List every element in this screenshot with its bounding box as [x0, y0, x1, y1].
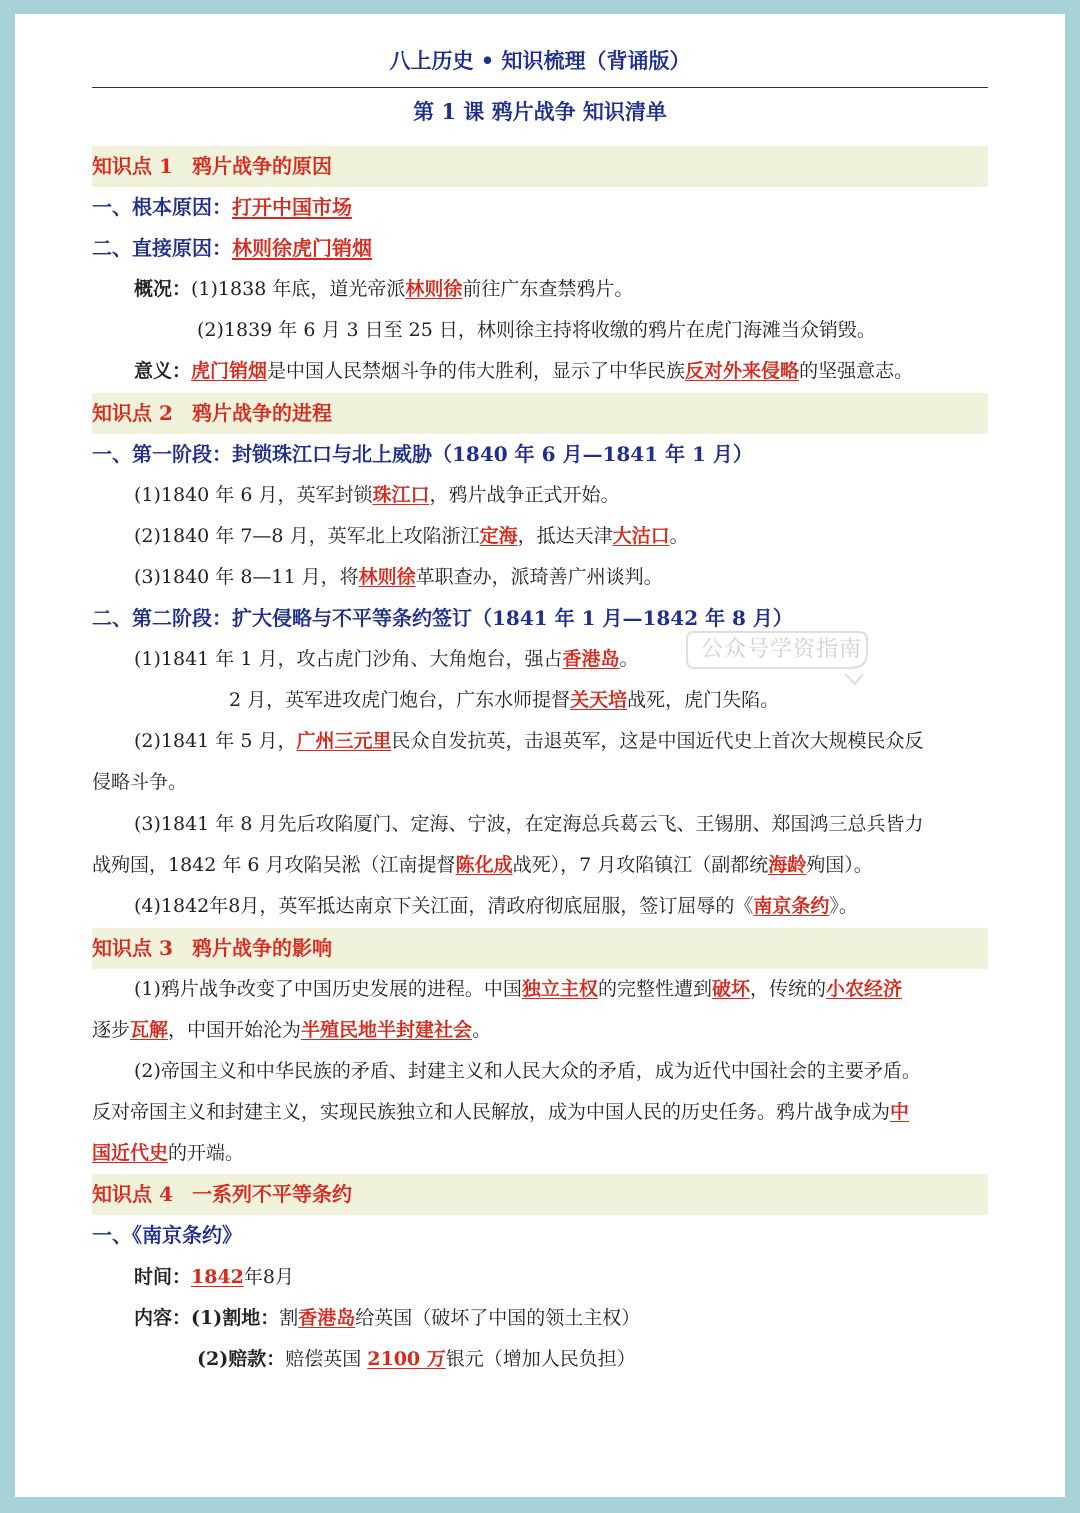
stage-2-item-3-cont	[92, 845, 988, 886]
watermark	[683, 624, 873, 704]
knowledge-point-4-header	[92, 1174, 988, 1215]
stage-2-item-3: (3)1841 年 8 月先后攻陷厦门、定海、宁波，在定海总兵葛云飞、王锡朋、郑国鸿三总兵皆力	[134, 813, 924, 835]
text: 。	[472, 1019, 492, 1041]
impact-paragraph-1-cont	[92, 1010, 988, 1051]
key-term: 广州三元里	[296, 730, 392, 752]
key-term: 香港岛	[562, 648, 620, 670]
text: 战殉国，1842 年 6 月攻陷吴淞（江南提督	[92, 854, 456, 876]
text: 割	[279, 1307, 299, 1329]
key-term: 林则徐	[405, 278, 463, 300]
key-term: 2100 万	[367, 1348, 446, 1370]
knowledge-point-1-header	[92, 146, 988, 187]
text: 的完整性遭到	[597, 978, 712, 1000]
text: ，传统的	[749, 978, 826, 1000]
text: 。	[669, 525, 689, 547]
text: (3)1840 年 8—11 月，将	[134, 566, 359, 588]
impact-paragraph-2-end	[92, 1133, 988, 1174]
stage-1-heading: 一、第一阶段：封锁珠江口与北上威胁（1840 年 6 月—1841 年 1 月）	[92, 442, 753, 466]
key-term: 小农经济	[825, 978, 902, 1000]
text: 的开端。	[168, 1142, 245, 1164]
key-term: 瓦解	[130, 1019, 169, 1041]
impact-paragraph-1	[134, 969, 988, 1010]
text: 战死），7 月攻陷镇江（副都统	[512, 854, 769, 876]
kp-title: 鸦片战争的进程	[192, 401, 332, 425]
watermark-text: 公众号学资指南	[701, 637, 863, 662]
root-cause-line	[92, 187, 988, 228]
text: 革职查办，派琦善广州谈判。	[415, 566, 663, 588]
kp-title: 鸦片战争的原因	[192, 154, 332, 178]
key-term: 半殖民地半封建社会	[301, 1019, 473, 1041]
stage-2-item-4	[134, 886, 988, 927]
text: (1)1840 年 6 月，英军封锁	[134, 484, 373, 506]
key-term: 独立主权	[521, 978, 598, 1000]
document-title: 八上历史 • 知识梳理（背诵版）	[389, 48, 691, 73]
text: 前往广东查禁鸦片。	[462, 278, 634, 300]
kp-number: 知识点 3	[92, 936, 173, 960]
kp-number: 知识点 1	[92, 154, 173, 178]
overview-label: 概况：	[134, 278, 192, 300]
stage-2-item-2	[134, 721, 988, 762]
treaty-time-line	[134, 1257, 988, 1298]
key-term: 反对外来侵略	[685, 360, 800, 382]
kp-number: 知识点 4	[92, 1182, 173, 1206]
key-term: 林则徐	[358, 566, 416, 588]
key-term: 破坏	[711, 978, 750, 1000]
stage-1-item-2	[134, 516, 988, 557]
treaty-content-line-1	[134, 1298, 988, 1339]
text: (1)鸦片战争改变了中国历史发展的进程。中国	[134, 978, 522, 1000]
key-term: 中	[890, 1101, 910, 1123]
key-term: 大沽口	[612, 525, 670, 547]
kp-number: 知识点 2	[92, 401, 173, 425]
text: 。	[619, 648, 639, 670]
text: 逐步	[92, 1019, 131, 1041]
key-term: 虎门销烟	[191, 360, 268, 382]
significance-line	[134, 351, 988, 392]
significance-label: 意义：	[134, 360, 192, 382]
text: 2 月，英军进攻虎门炮台，广东水师提督	[229, 689, 571, 711]
indemnity-label: (2)赔款：	[197, 1348, 286, 1370]
text: ，鸦片战争正式开始。	[429, 484, 620, 506]
key-term: 关天培	[570, 689, 628, 711]
impact-paragraph-2: (2)帝国主义和中华民族的矛盾、封建主义和人民大众的矛盾，成为近代中国社会的主要矛盾。	[134, 1060, 921, 1082]
text: 反对帝国主义和封建主义，实现民族独立和人民解放，成为中国人民的历史任务。鸦片战争成为	[92, 1101, 891, 1123]
key-term: 南京条约	[753, 895, 830, 917]
stage-1-item-1	[134, 475, 988, 516]
key-term: 珠江口	[372, 484, 430, 506]
stage-2-heading: 二、第二阶段：扩大侵略与不平等条约签订（1841 年 1 月—1842 年 8 月）	[92, 606, 793, 630]
text: 战死，虎门失陷。	[627, 689, 780, 711]
text: (1)1838 年底，道光帝派	[191, 278, 406, 300]
text: 给英国（破坏了中国的领土主权）	[355, 1307, 641, 1329]
key-term: 陈化成	[455, 854, 513, 876]
key-term: 打开中国市场	[232, 195, 352, 219]
text: 》。	[829, 895, 858, 917]
cession-label: (1)割地：	[191, 1307, 280, 1329]
direct-cause-label: 二、直接原因：	[92, 236, 232, 260]
stage-1-item-3	[134, 557, 988, 598]
direct-cause-line	[92, 228, 988, 269]
key-term: 林则徐虎门销烟	[232, 236, 372, 260]
treaty-heading: 一、《南京条约》	[92, 1223, 242, 1247]
root-cause-label: 一、根本原因：	[92, 195, 232, 219]
text: ，抵达天津	[517, 525, 613, 547]
text: 银元（增加人民负担）	[445, 1348, 636, 1370]
treaty-content-line-2	[197, 1339, 988, 1380]
knowledge-point-3-header	[92, 928, 988, 969]
key-term: 定海	[479, 525, 518, 547]
key-term: 国近代史	[92, 1142, 169, 1164]
lesson-subtitle: 第 1 课 鸦片战争 知识清单	[413, 99, 667, 124]
page	[15, 14, 1065, 1497]
key-term: 香港岛	[298, 1307, 356, 1329]
overview-line-2: (2)1839 年 6 月 3 日至 25 日，林则徐主持将收缴的鸦片在虎门海滩当众销毁。	[197, 319, 876, 341]
key-term: 1842	[191, 1266, 244, 1288]
text: ，中国开始沦为	[168, 1019, 302, 1041]
text: 是中国人民禁烟斗争的伟大胜利，显示了中华民族	[267, 360, 686, 382]
text: (1)1841 年 1 月，攻占虎门沙角、大角炮台，强占	[134, 648, 563, 670]
text: 民众自发抗英，击退英军，这是中国近代史上首次大规模民众反	[391, 730, 924, 752]
stage-2-item-1-cont	[229, 680, 988, 721]
text: 的坚强意志。	[799, 360, 914, 382]
content-label: 内容：	[134, 1307, 192, 1329]
title-divider	[92, 87, 988, 88]
overview-line-1	[134, 269, 988, 310]
text: (2)1840 年 7—8 月，英军北上攻陷浙江	[134, 525, 480, 547]
key-term: 海龄	[768, 854, 807, 876]
time-label: 时间：	[134, 1266, 192, 1288]
text: 年8月	[243, 1266, 294, 1288]
text: (2)1841 年 5 月，	[134, 730, 297, 752]
text: (4)1842年8月，英军抵达南京下关江面，清政府彻底屈服，签订屈辱的《	[134, 895, 754, 917]
text: 赔偿英国	[285, 1348, 368, 1370]
kp-title: 鸦片战争的影响	[192, 936, 332, 960]
kp-title: 一系列不平等条约	[192, 1182, 352, 1206]
text: 殉国）。	[806, 854, 873, 876]
knowledge-point-2-header	[92, 393, 988, 434]
stage-2-item-2-cont: 侵略斗争。	[92, 771, 188, 793]
impact-paragraph-2-cont	[92, 1092, 988, 1133]
